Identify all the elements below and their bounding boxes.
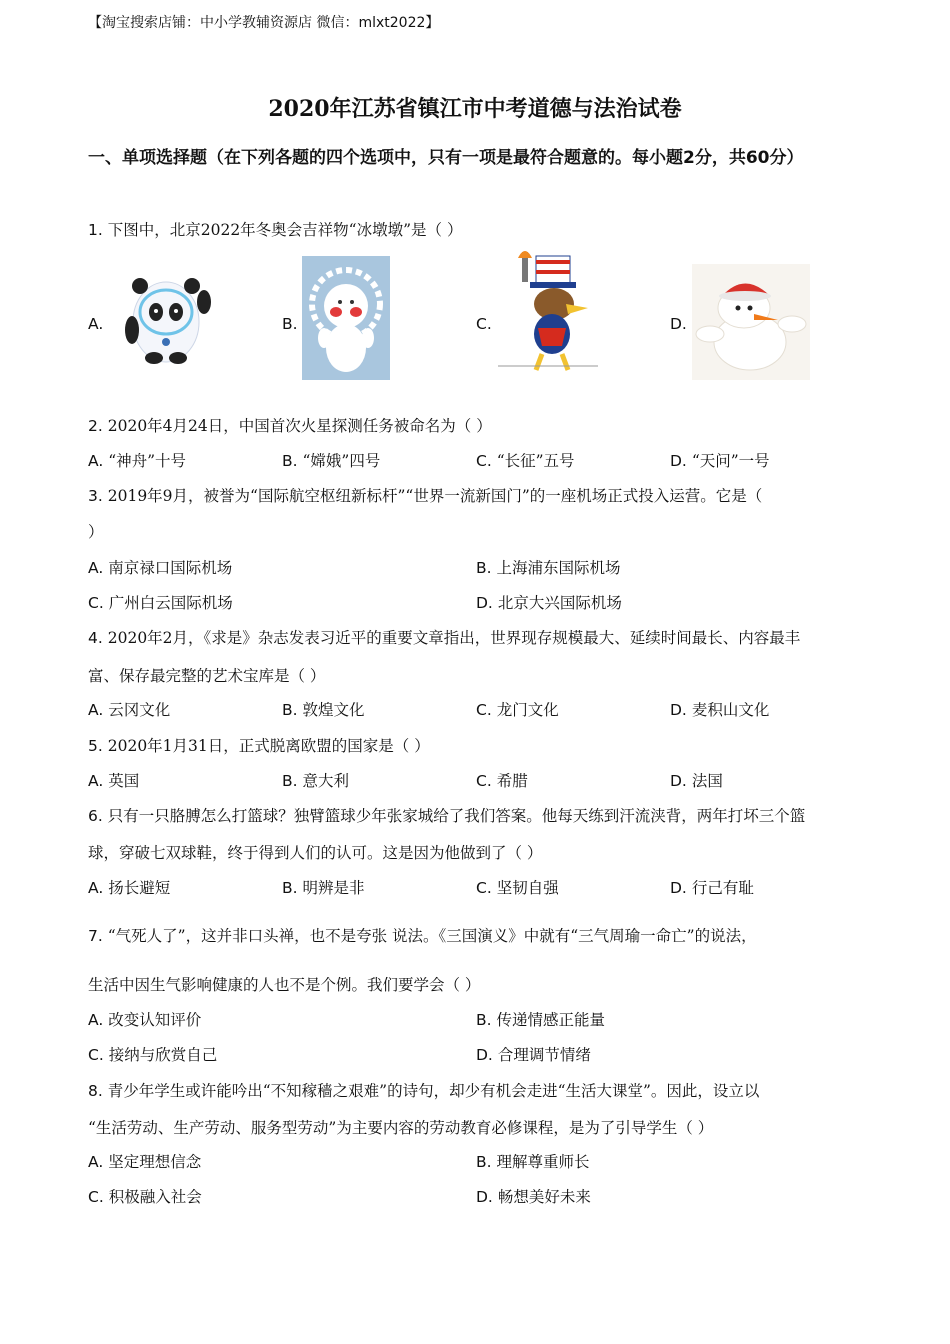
option-6-d: D. 行己有耻	[670, 879, 754, 897]
question-6-line-2: 球，穿破七双球鞋，终于得到人们的认可。这是因为他做到了（ ）	[88, 844, 543, 862]
option-4-c: C. 龙门文化	[476, 701, 559, 719]
option-5-d: D. 法国	[670, 772, 723, 790]
option-1-c: C.	[476, 315, 492, 333]
question-text: 2020年4月24日，中国首次火星探测任务被命名为（ ）	[107, 417, 492, 435]
question-4-line-2: 富、保存最完整的艺术宝库是（ ）	[88, 667, 326, 685]
option-2-d: D. “天问”一号	[670, 452, 770, 470]
option-1-a: A.	[88, 315, 104, 333]
option-8-c: C. 积极融入社会	[88, 1188, 202, 1206]
option-3-a: A. 南京禄口国际机场	[88, 559, 233, 577]
question-number: 6.	[88, 807, 103, 825]
snowman-plush-mascot-image	[692, 264, 810, 380]
question-5	[88, 734, 878, 756]
question-7-line-2: 生活中因生气影响健康的人也不是个例。我们要学会（ ）	[88, 976, 481, 994]
question-7	[88, 924, 878, 946]
question-number: 8.	[88, 1082, 103, 1100]
option-3-c: C. 广州白云国际机场	[88, 594, 233, 612]
option-2-c: C. “长征”五号	[476, 452, 575, 470]
question-number: 3.	[88, 487, 103, 505]
question-text: 下图中，北京2022年冬奥会吉祥物“冰墩墩”是（ ）	[107, 221, 463, 239]
question-1	[88, 218, 878, 240]
question-text: 只有一只胳膊怎么打篮球？独臂篮球少年张家城给了我们答案。他每天练到汗流浃背，两年打坏三个篮	[107, 807, 806, 825]
option-5-b: B. 意大利	[282, 772, 350, 790]
option-2-b: B. “嫦娥”四号	[282, 452, 381, 470]
question-text: 青少年学生或许能吟出“不知稼穑之艰难”的诗句，却少有机会走进“生活大课堂”。因此，设立以	[107, 1082, 760, 1100]
option-7-a: A. 改变认知评价	[88, 1011, 202, 1029]
question-text: 2019年9月，被誉为“国际航空枢纽新标杆”“世界一流新国门”的一座机场正式投入运营。它是（	[107, 487, 763, 505]
snowman-mascot-image	[302, 256, 390, 380]
header-note: 【淘宝搜索店铺：中小学教辅资源店 微信：mlxt2022】	[88, 15, 440, 31]
option-1-d: D.	[670, 315, 687, 333]
option-3-d: D. 北京大兴国际机场	[476, 594, 622, 612]
question-8	[88, 1079, 878, 1101]
option-3-b: B. 上海浦东国际机场	[476, 559, 621, 577]
question-3-line-2: ）	[88, 523, 104, 541]
option-8-b: B. 理解尊重师长	[476, 1153, 590, 1171]
option-5-a: A. 英国	[88, 772, 140, 790]
option-7-d: D. 合理调节情绪	[476, 1046, 591, 1064]
option-5-c: C. 希腊	[476, 772, 528, 790]
eagle-mascot-image	[496, 250, 600, 380]
option-4-b: B. 敦煌文化	[282, 701, 365, 719]
bing-dwen-dwen-mascot-image	[118, 268, 218, 368]
option-2-a: A. “神舟”十号	[88, 452, 187, 470]
question-4	[88, 626, 878, 648]
question-number: 2.	[88, 417, 103, 435]
question-number: 1.	[88, 221, 103, 239]
option-8-a: A. 坚定理想信念	[88, 1153, 202, 1171]
question-text: “气死人了”，这并非口头禅，也不是夸张 说法。《三国演义》中就有“三气周瑜一命亡”的说法，	[107, 927, 757, 945]
option-8-d: D. 畅想美好未来	[476, 1188, 591, 1206]
question-number: 5.	[88, 737, 103, 755]
question-text: 2020年2月，《求是》杂志发表习近平的重要文章指出，世界现存规模最大、延续时间最长、内容最丰	[107, 629, 801, 647]
question-8-line-2: “生活劳动、生产劳动、服务型劳动”为主要内容的劳动教育必修课程，是为了引导学生（ ）	[88, 1119, 714, 1137]
question-3	[88, 484, 878, 506]
option-7-b: B. 传递情感正能量	[476, 1011, 606, 1029]
question-text: 2020年1月31日，正式脱离欧盟的国家是（ ）	[107, 737, 430, 755]
question-number: 7.	[88, 927, 103, 945]
option-6-b: B. 明辨是非	[282, 879, 365, 897]
option-4-a: A. 云冈文化	[88, 701, 171, 719]
page-title: 2020年江苏省镇江市中考道德与法治试卷	[268, 96, 682, 122]
option-7-c: C. 接纳与欣赏自己	[88, 1046, 218, 1064]
question-6	[88, 804, 878, 826]
section-heading: 一、单项选择题（在下列各题的四个选项中，只有一项是最符合题意的。每小题2分，共60分）	[88, 148, 804, 168]
option-4-d: D. 麦积山文化	[670, 701, 770, 719]
option-6-a: A. 扬长避短	[88, 879, 171, 897]
option-1-b: B.	[282, 315, 298, 333]
question-2	[88, 414, 878, 436]
question-number: 4.	[88, 629, 103, 647]
option-6-c: C. 坚韧自强	[476, 879, 559, 897]
